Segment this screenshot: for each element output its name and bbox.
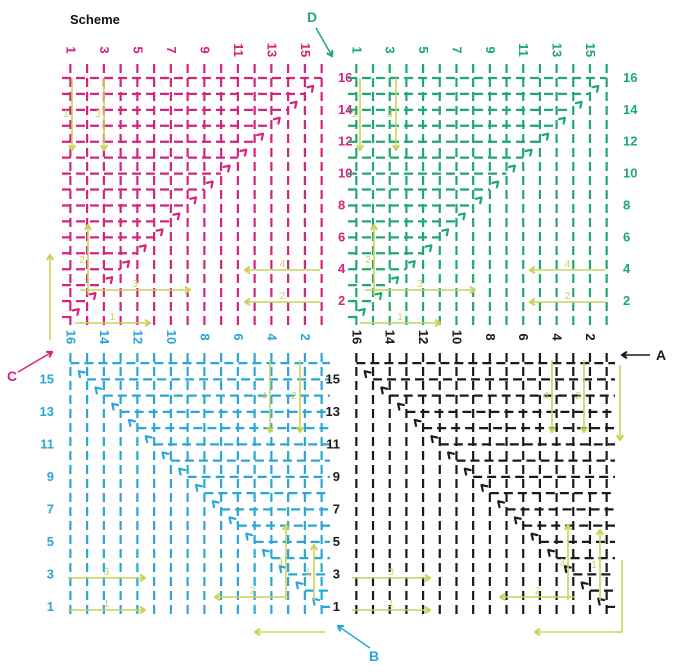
diagonal-arrow-icon <box>442 229 448 235</box>
direction-number: 3 <box>277 557 283 569</box>
row-label: 5 <box>332 533 340 549</box>
column-label: 14 <box>382 329 398 345</box>
diagonal-arrow-icon <box>376 293 382 299</box>
corner-label-a: A <box>655 347 667 363</box>
diagonal-arrow-icon <box>582 583 588 589</box>
row-label: 6 <box>338 229 346 245</box>
diagonal-arrow-icon <box>230 518 236 524</box>
diagonal-arrow-icon <box>257 134 263 140</box>
row-label: 1 <box>46 598 54 614</box>
direction-number: 3 <box>387 109 393 120</box>
direction-number: 4 <box>279 259 286 270</box>
column-label: 8 <box>197 333 213 341</box>
direction-number: 2 <box>564 291 571 302</box>
row-label: 4 <box>338 261 346 277</box>
column-label: 10 <box>449 329 465 345</box>
direction-number: 2 <box>79 255 85 266</box>
column-label: 6 <box>516 333 532 341</box>
row-label: 11 <box>40 436 54 452</box>
diagonal-arrow-icon <box>526 150 532 156</box>
diagonal-arrow-icon <box>482 485 488 491</box>
diagonal-arrow-icon <box>90 293 96 299</box>
row-label: 4 <box>623 261 631 277</box>
column-label: 3 <box>382 46 398 54</box>
direction-number: 4 <box>261 391 267 402</box>
column-label: 11 <box>516 43 532 57</box>
diagonal-arrow-icon <box>459 213 465 219</box>
diagonal-arrow-icon <box>157 229 163 235</box>
diagonal-arrow-icon <box>515 518 521 524</box>
row-label: 10 <box>623 165 638 181</box>
direction-number: 1 <box>397 312 403 323</box>
direction-number: 1 <box>351 109 357 120</box>
column-label: 6 <box>230 333 246 341</box>
diagonal-arrow-icon <box>224 166 230 172</box>
diagonal-arrow-icon <box>548 550 554 556</box>
diagonal-arrow-icon <box>291 102 297 108</box>
diagonal-arrow-icon <box>129 420 135 426</box>
column-label: 9 <box>482 46 498 54</box>
row-label: 13 <box>39 403 54 419</box>
diagonal-arrow-icon <box>559 118 565 124</box>
row-label: 3 <box>46 566 54 582</box>
row-label: 5 <box>46 533 54 549</box>
diagonal-arrow-icon <box>112 404 118 410</box>
row-label: 2 <box>338 293 346 309</box>
diagonal-arrow-icon <box>179 469 185 475</box>
column-label: 12 <box>416 329 432 345</box>
diagonal-arrow-icon <box>492 182 498 188</box>
corner-b-pointer <box>338 626 370 648</box>
diagonal-arrow-icon <box>123 261 129 267</box>
diagonal-arrow-icon <box>409 261 415 267</box>
column-label: 15 <box>582 42 598 58</box>
row-label: 8 <box>338 197 346 213</box>
direction-number: 3 <box>103 567 110 578</box>
diagonal-arrow-icon <box>106 277 112 283</box>
direction-number: 1 <box>388 599 394 610</box>
row-label: 15 <box>39 371 54 387</box>
column-label: 7 <box>163 46 179 54</box>
diagonal-arrow-icon <box>307 86 313 92</box>
diagonal-arrow-icon <box>297 583 303 589</box>
diagonal-arrow-icon <box>576 102 582 108</box>
column-label: 3 <box>96 46 112 54</box>
diagonal-arrow-icon <box>163 453 169 459</box>
direction-number: 2 <box>279 291 286 302</box>
direction-number: 4 <box>543 391 549 402</box>
diagonal-arrow-icon <box>173 213 179 219</box>
column-label: 5 <box>130 46 146 54</box>
diagonal-arrow-icon <box>598 599 604 605</box>
diagonal-arrow-icon <box>274 118 280 124</box>
diagonal-arrow-icon <box>207 182 213 188</box>
column-label: 2 <box>582 333 598 341</box>
row-label: 13 <box>325 403 340 419</box>
diagonal-arrow-icon <box>426 245 432 251</box>
corner-label-b: B <box>368 648 380 664</box>
diagonal-arrow-icon <box>263 550 269 556</box>
column-label: 8 <box>482 333 498 341</box>
column-label: 16 <box>63 329 79 345</box>
diagonal-arrow-icon <box>392 277 398 283</box>
row-label: 3 <box>332 566 340 582</box>
column-label: 7 <box>449 46 465 54</box>
direction-number: 3 <box>132 279 138 290</box>
column-label: 5 <box>416 46 432 54</box>
direction-number: 1 <box>591 560 597 571</box>
column-label: 1 <box>349 46 365 54</box>
direction-number: 1 <box>109 312 116 323</box>
diagonal-arrow-icon <box>398 404 404 410</box>
column-label: 13 <box>264 42 280 58</box>
diagonal-arrow-icon <box>213 501 219 507</box>
page-title: Scheme <box>70 12 120 27</box>
row-label: 8 <box>623 197 631 213</box>
direction-number: 3 <box>388 567 394 578</box>
diagonal-arrow-icon <box>146 436 152 442</box>
diagonal-arrow-icon <box>365 371 371 377</box>
direction-number: 1 <box>305 567 311 579</box>
row-label: 9 <box>332 468 340 484</box>
diagonal-arrow-icon <box>140 245 146 251</box>
direction-number: 2 <box>291 391 297 402</box>
row-label: 12 <box>623 133 638 149</box>
diagonal-arrow-icon <box>190 198 196 204</box>
column-label: 9 <box>197 46 213 54</box>
column-label: 16 <box>349 329 365 345</box>
diagonal-arrow-icon <box>73 309 79 315</box>
diagonal-arrow-icon <box>592 86 598 92</box>
direction-number: 3 <box>559 557 565 569</box>
column-label: 4 <box>549 333 565 341</box>
direction-number: 2 <box>365 255 371 266</box>
corner-c-pointer <box>18 352 52 372</box>
row-label: 7 <box>332 501 340 517</box>
diagonal-arrow-icon <box>476 198 482 204</box>
row-label: 7 <box>46 501 54 517</box>
row-label: 11 <box>326 436 340 452</box>
diagonal-arrow-icon <box>415 420 421 426</box>
corner-label-d: D <box>306 9 318 25</box>
column-label: 13 <box>549 42 565 58</box>
diagonal-arrow-icon <box>196 485 202 491</box>
direction-number: 2 <box>534 586 541 597</box>
row-label: 14 <box>623 101 638 117</box>
direction-number: 3 <box>417 279 423 290</box>
column-label: 12 <box>130 329 146 345</box>
column-label: 14 <box>96 329 112 345</box>
diagonal-arrow-icon <box>448 453 454 459</box>
direction-number: 4 <box>564 259 571 270</box>
diagonal-arrow-icon <box>359 309 365 315</box>
corner-label-c: C <box>6 368 18 384</box>
direction-number: 1 <box>103 599 110 610</box>
diagonal-arrow-icon <box>509 166 515 172</box>
row-label: 10 <box>338 165 353 181</box>
diagonal-arrow-icon <box>381 388 387 394</box>
column-label: 4 <box>264 333 280 341</box>
row-label: 9 <box>46 468 54 484</box>
column-label: 1 <box>63 46 79 54</box>
row-label: 15 <box>325 371 340 387</box>
corner-d-pointer <box>316 28 332 56</box>
diagonal-arrow-icon <box>532 534 538 540</box>
diagonal-arrow-icon <box>246 534 252 540</box>
row-label: 12 <box>338 133 353 149</box>
row-label: 2 <box>623 293 631 309</box>
diagonal-arrow-icon <box>542 134 548 140</box>
row-label: 1 <box>332 598 340 614</box>
diagonal-arrow-icon <box>431 436 437 442</box>
direction-number: 2 <box>249 586 256 597</box>
row-label: 6 <box>623 229 631 245</box>
column-label: 11 <box>230 43 246 57</box>
row-label: 16 <box>623 69 638 85</box>
row-label: 14 <box>338 101 353 117</box>
row-label: 16 <box>338 69 353 85</box>
column-label: 2 <box>297 333 313 341</box>
diagonal-arrow-icon <box>498 501 504 507</box>
diagonal-arrow-icon <box>465 469 471 475</box>
diagonal-arrow-icon <box>79 371 85 377</box>
diagonal-arrow-icon <box>96 388 102 394</box>
edge-arrow <box>535 557 622 632</box>
direction-number: 3 <box>95 109 101 120</box>
direction-number: 2 <box>575 391 581 402</box>
diagonal-arrow-icon <box>240 150 246 156</box>
direction-number: 1 <box>63 109 69 120</box>
column-label: 15 <box>297 42 313 58</box>
column-label: 10 <box>163 329 179 345</box>
